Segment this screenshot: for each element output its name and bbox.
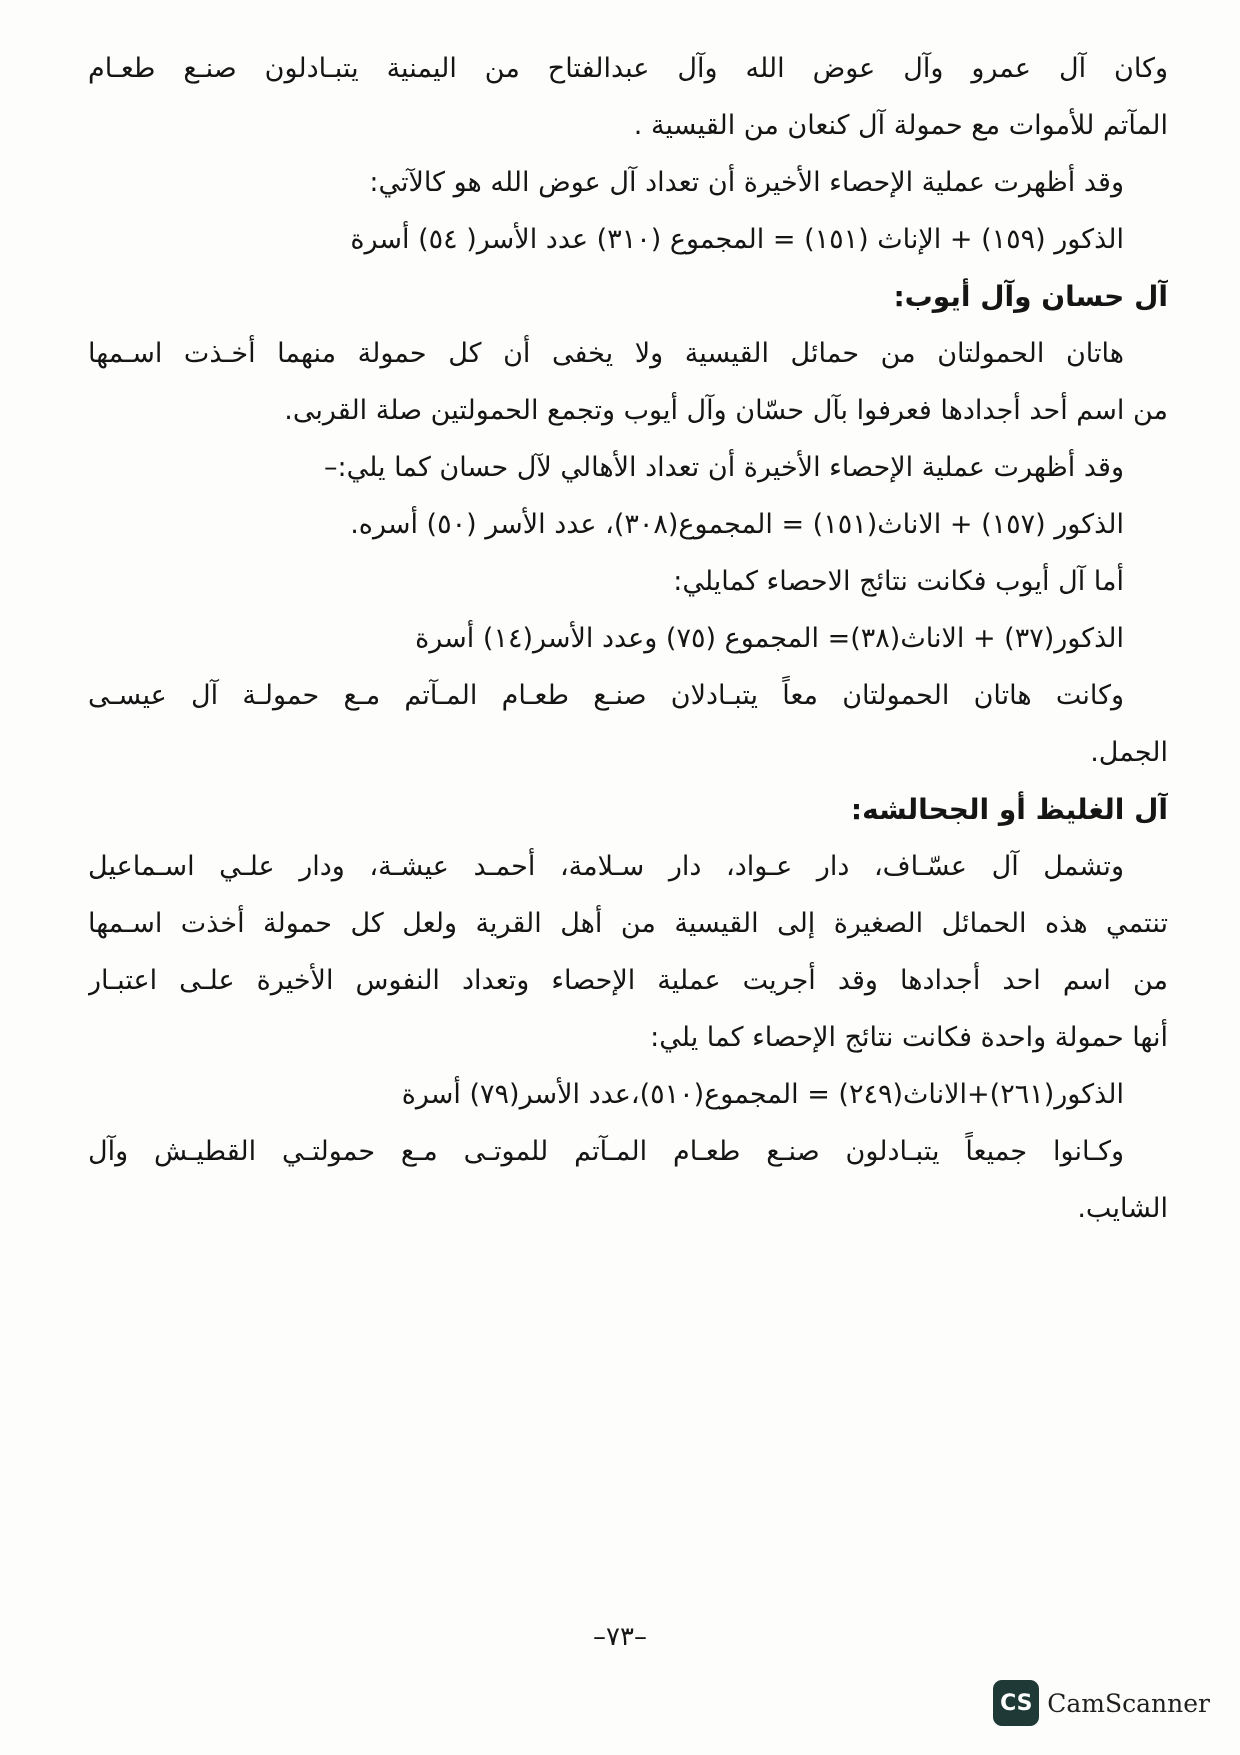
- page-body: [88, 40, 1168, 1237]
- text-line: الشايب.: [1077, 1193, 1168, 1224]
- census-line: الذكور(٣٧) + الاناث(٣٨)= المجموع (٧٥) وعدد الأسر(١٤) أسرة: [415, 623, 1124, 654]
- census-line: الذكور (١٥٩) + الإناث (١٥١) = المجموع (٣١٠) عدد الأسر( ٥٤) أسرة: [350, 224, 1124, 255]
- camscanner-watermark: [993, 1675, 1210, 1731]
- census-line: الذكور (١٥٧) + الاناث(١٥١) = المجموع(٣٠٨)، عدد الأسر (٥٠) أسره.: [350, 509, 1124, 540]
- text-line: من اسم احد أجدادها وقد أجريت عملية الإحصاء وتعداد النفوس الأخيرة علـى اعتبـار: [88, 965, 1168, 996]
- text-line: وتشمل آل عسّـاف، دار عـواد، دار سـلامة، أحمـد عيشـة، ودار علـي اسـماعيل: [88, 851, 1124, 882]
- text-line: وقد أظهرت عملية الإحصاء الأخيرة أن تعداد الأهالي لآل حسان كما يلي:–: [323, 452, 1124, 483]
- text-line: تنتمي هذه الحمائل الصغيرة إلى القيسية من أهل القرية ولعل كل حمولة أخذت اسـمها: [88, 908, 1168, 939]
- section-heading: آل الغليظ أو الجحالشه:: [850, 793, 1168, 826]
- section-heading: آل حسان وآل أيوب:: [893, 280, 1168, 313]
- text-line: الجمل.: [1090, 737, 1168, 768]
- text-line: من اسم أحد أجدادها فعرفوا بآل حسّان وآل أيوب وتجمع الحمولتين صلة القربى.: [284, 395, 1168, 426]
- page-number: –٧٣–: [593, 1622, 647, 1652]
- text-line: وقد أظهرت عملية الإحصاء الأخيرة أن تعداد آل عوض الله هو كالآتي:: [369, 167, 1124, 198]
- text-line: أنها حمولة واحدة فكانت نتائج الإحصاء كما يلي:: [650, 1022, 1168, 1053]
- text-line: المآتم للأموات مع حمولة آل كنعان من القيسية .: [633, 110, 1168, 141]
- text-line: وكانت هاتان الحمولتان معاً يتبـادلان صنـع طعـام المـآتم مـع حمولـة آل عيسـى: [88, 680, 1124, 711]
- text-line: أما آل أيوب فكانت نتائج الاحصاء كمايلي:: [673, 566, 1124, 597]
- text-line: وكـانوا جميعاً يتبـادلون صنـع طعـام المـآتم للموتـى مـع حمولتـي القطيـش وآل: [88, 1136, 1124, 1167]
- watermark-text: CamScanner: [1047, 1688, 1210, 1718]
- text-line: وكان آل عمرو وآل عوض الله وآل عبدالفتاح من اليمنية يتبـادلون صنـع طعـام: [88, 53, 1168, 84]
- camscanner-logo-icon: CS: [993, 1680, 1039, 1726]
- text-line: هاتان الحمولتان من حمائل القيسية ولا يخفى أن كل حمولة منهما أخـذت اسـمها: [88, 338, 1124, 369]
- census-line: الذكور(٢٦١)+الاناث(٢٤٩) = المجموع(٥١٠)،عدد الأسر(٧٩) أسرة: [401, 1079, 1124, 1110]
